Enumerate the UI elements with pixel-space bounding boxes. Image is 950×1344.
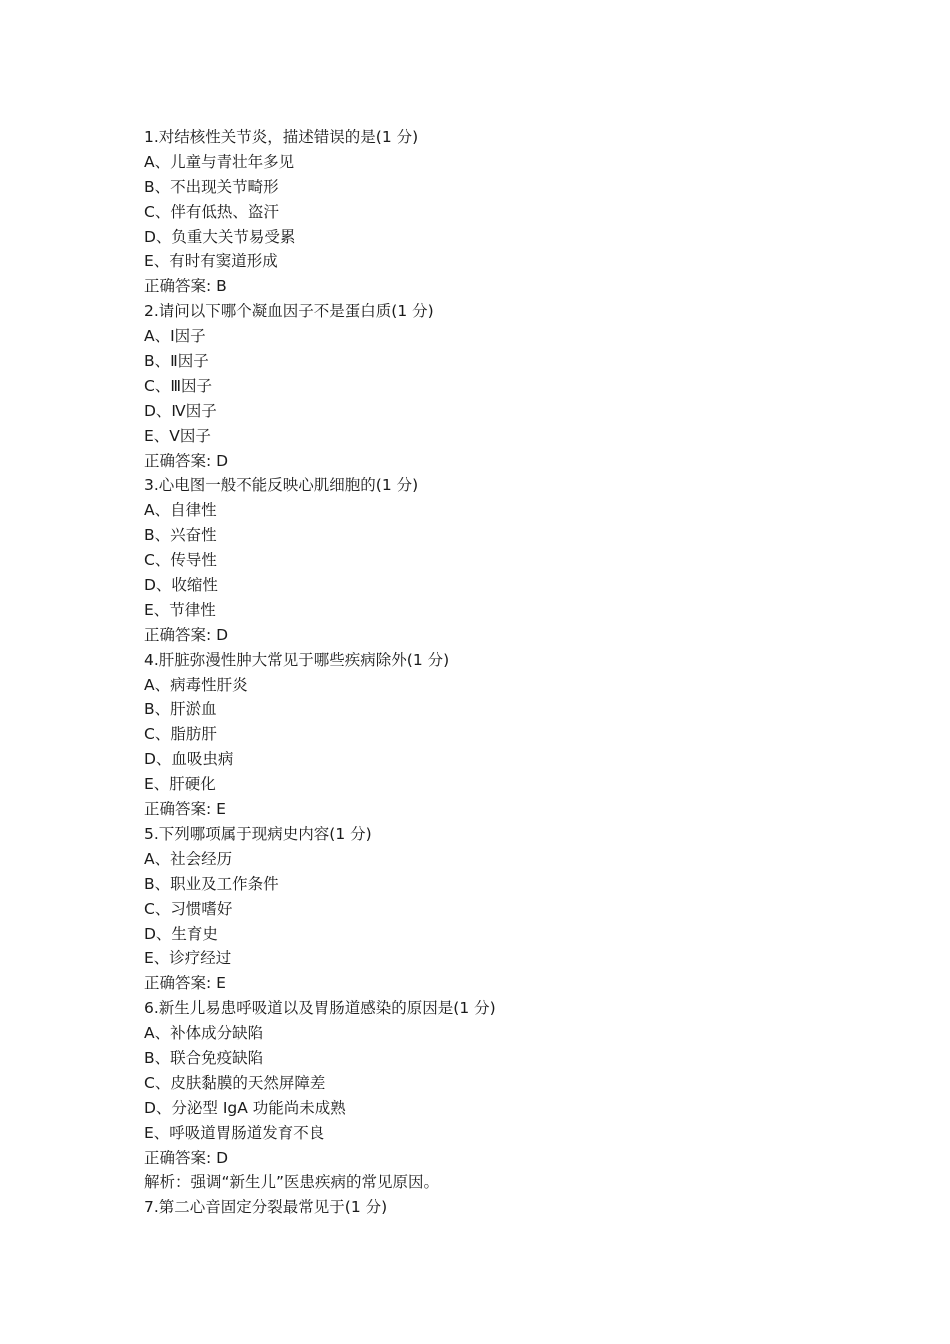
option-e: E、有时有窦道形成 — [144, 252, 278, 271]
question-stem: 3.心电图一般不能反映心肌细胞的(1 分) — [144, 476, 419, 495]
option-c: C、皮肤黏膜的天然屏障差 — [144, 1073, 326, 1092]
option-a: A、病毒性肝炎 — [144, 675, 248, 694]
option-e: E、节律性 — [144, 600, 216, 619]
option-b: B、肝淤血 — [144, 700, 217, 719]
option-c: C、传导性 — [144, 551, 217, 570]
answer-analysis: 解析：强调“新生儿”医患疾病的常见原因。 — [144, 1173, 440, 1192]
option-c: C、Ⅲ因子 — [144, 376, 213, 395]
option-b: B、Ⅱ因子 — [144, 352, 209, 371]
option-d: D、血吸虫病 — [144, 750, 234, 769]
option-d: D、生育史 — [144, 924, 218, 943]
option-b: B、职业及工作条件 — [144, 874, 279, 893]
question-stem: 2.请问以下哪个凝血因子不是蛋白质(1 分) — [144, 302, 434, 321]
correct-answer: 正确答案: B — [144, 277, 227, 296]
option-a: A、儿童与青壮年多见 — [144, 152, 295, 171]
question-stem: 5.下列哪项属于现病史内容(1 分) — [144, 824, 372, 843]
option-a: A、补体成分缺陷 — [144, 1024, 264, 1043]
option-e: E、诊疗经过 — [144, 949, 232, 968]
correct-answer: 正确答案: D — [144, 1148, 229, 1167]
option-e: E、Ⅴ因子 — [144, 426, 211, 445]
option-d: D、分泌型 IgA 功能尚未成熟 — [144, 1098, 346, 1117]
option-c: C、脂肪肝 — [144, 725, 217, 744]
question-stem: 1.对结核性关节炎，描述错误的是(1 分) — [144, 128, 419, 146]
question-stem: 4.肝脏弥漫性肿大常见于哪些疾病除外(1 分) — [144, 650, 450, 669]
question-stem: 6.新生儿易患呼吸道以及胃肠道感染的原因是(1 分) — [144, 999, 496, 1018]
correct-answer: 正确答案: D — [144, 625, 229, 644]
option-d: D、Ⅳ因子 — [144, 401, 217, 420]
option-e: E、肝硬化 — [144, 775, 216, 794]
option-d: D、收缩性 — [144, 576, 218, 595]
option-b: B、联合免疫缺陷 — [144, 1048, 264, 1067]
option-a: A、Ⅰ因子 — [144, 327, 206, 346]
option-e: E、呼吸道胃肠道发育不良 — [144, 1123, 325, 1142]
option-a: A、自律性 — [144, 501, 217, 520]
option-c: C、伴有低热、盗汗 — [144, 202, 279, 221]
question-stem: 7.第二心音固定分裂最常见于(1 分) — [144, 1198, 388, 1217]
option-b: B、不出现关节畸形 — [144, 177, 279, 196]
option-c: C、习惯嗜好 — [144, 899, 233, 918]
correct-answer: 正确答案: D — [144, 451, 229, 470]
option-b: B、兴奋性 — [144, 526, 217, 545]
correct-answer: 正确答案: E — [144, 974, 226, 993]
question-list — [144, 125, 864, 1220]
option-a: A、社会经历 — [144, 849, 233, 868]
correct-answer: 正确答案: E — [144, 800, 226, 819]
option-d: D、负重大关节易受累 — [144, 227, 296, 246]
